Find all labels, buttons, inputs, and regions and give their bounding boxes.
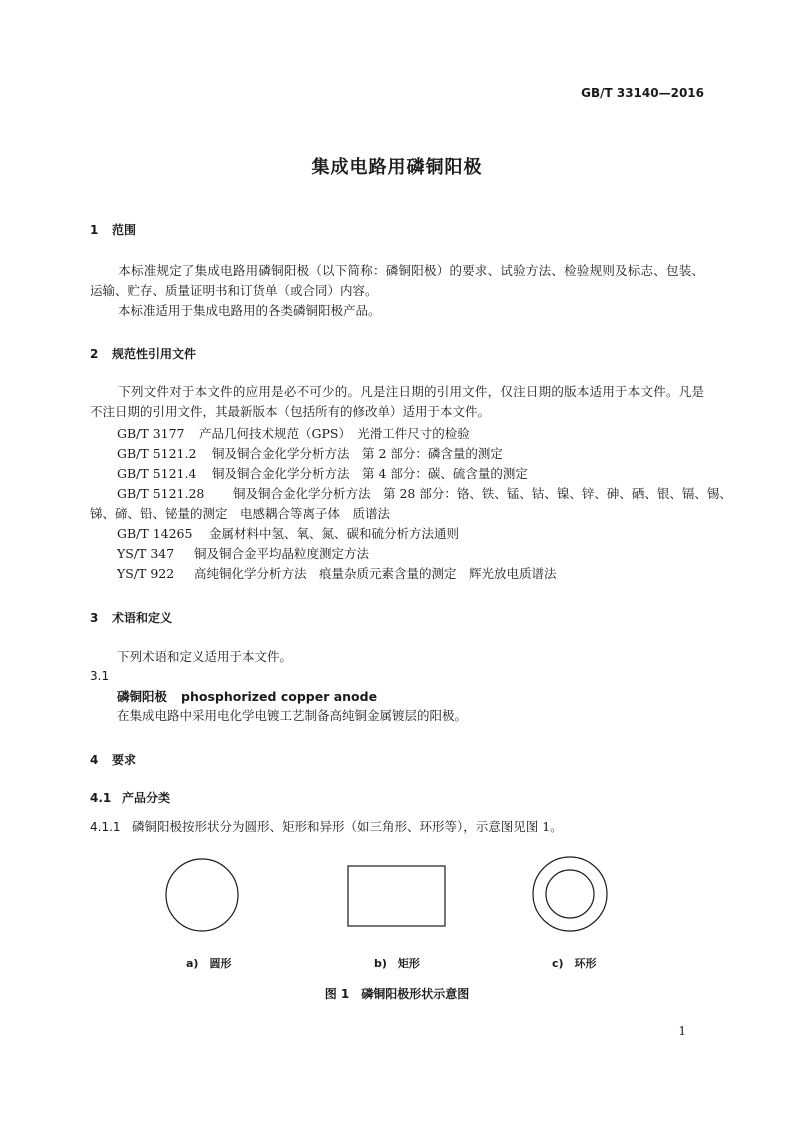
section-title: 术语和定义 [112, 611, 173, 625]
reference-code: GB/T 5121.2 [117, 446, 197, 461]
figure-sub-label-a: a) 圆形 [186, 957, 232, 970]
reference-title: 高纯铜化学分析方法 痕量杂质元素含量的测定 辉光放电质谱法 [194, 566, 557, 581]
section-1-paragraph-2: 本标准适用于集成电路用的各类磷铜阳极产品。 [118, 303, 381, 318]
section-1-paragraph-1: 本标准规定了集成电路用磷铜阳极（以下简称：磷铜阳极）的要求、试验方法、检验规则及标志、包装、运输、贮存、质量证明书和订货单（或合同）内容。 [90, 263, 704, 298]
figure-sub-label-c: c) 环形 [552, 957, 597, 970]
section-2-intro: 下列文件对于本文件的应用是必不可少的。凡是注日期的引用文件，仅注日期的版本适用于本文件。凡是不注日期的引用文件，其最新版本（包括所有的修改单）适用于本文件。 [90, 384, 704, 419]
section-title: 范围 [112, 223, 137, 237]
clause-4-1-1 [90, 817, 563, 837]
ring-shape [530, 854, 610, 934]
term-english: phosphorized copper anode [181, 689, 378, 704]
reference-code: GB/T 5121.4 [117, 466, 197, 481]
subsection-number: 4.1 [90, 791, 112, 805]
section-title: 规范性引用文件 [112, 347, 197, 361]
section-3-heading [90, 609, 172, 626]
section-number: 3 [90, 611, 99, 625]
section-number: 1 [90, 223, 99, 237]
reference-item [117, 464, 528, 482]
reference-item [117, 564, 557, 582]
reference-item [117, 444, 503, 462]
reference-item [117, 524, 459, 542]
clause-number: 4.1.1 [90, 820, 121, 834]
reference-item [117, 544, 369, 562]
figure-caption: 图 1 磷铜阳极形状示意图 [324, 987, 470, 1001]
reference-title: 铜及铜合金化学分析方法 第 2 部分：磷含量的测定 [212, 446, 503, 461]
term-entry [117, 686, 377, 705]
term-definition: 在集成电路中采用电化学电镀工艺制备高纯铜金属镀层的阳极。 [117, 708, 468, 723]
standard-code: GB/T 33140—2016 [581, 86, 704, 100]
section-number: 4 [90, 753, 99, 767]
figure-sub-label-b: b) 矩形 [374, 957, 420, 970]
term-chinese: 磷铜阳极 [117, 689, 168, 704]
section-title: 要求 [112, 753, 137, 767]
section-1-heading [90, 221, 136, 238]
reference-title: 铜及铜合金化学分析方法 第 4 部分：碳、硫含量的测定 [212, 466, 528, 481]
reference-item [117, 424, 470, 442]
reference-title: 金属材料中氢、氧、氮、碳和硫分析方法通则 [209, 526, 460, 541]
reference-title: 铜及铜合金化学分析方法 第 28 部分：铬、铁、锰、钴、镍、锌、砷、硒、银、镉、锡、 [233, 486, 732, 501]
clause-text: 磷铜阳极按形状分为圆形、矩形和异形（如三角形、环形等），示意图见图 1。 [132, 819, 563, 834]
subsection-title: 产品分类 [122, 791, 171, 805]
reference-item-continuation: 锑、碲、铅、铋量的测定 电感耦合等离子体 质谱法 [90, 506, 391, 521]
reference-title: 产品几何技术规范（GPS） 光滑工件尺寸的检验 [199, 426, 470, 441]
page-number: 1 [678, 1024, 686, 1038]
section-3-intro: 下列术语和定义适用于本文件。 [117, 649, 293, 664]
reference-code: YS/T 347 [117, 546, 175, 561]
reference-item [117, 484, 732, 502]
reference-code: GB/T 3177 [117, 426, 185, 441]
section-number: 2 [90, 347, 99, 361]
circle-shape [164, 857, 240, 933]
rectangle-shape [347, 865, 447, 927]
term-number: 3.1 [90, 669, 110, 683]
reference-code: GB/T 14265 [117, 526, 193, 541]
reference-code: GB/T 5121.28 [117, 486, 205, 501]
subsection-4-1-heading [90, 789, 170, 806]
section-4-heading [90, 751, 136, 768]
reference-code: YS/T 922 [117, 566, 175, 581]
section-2-heading [90, 345, 196, 362]
reference-title: 铜及铜合金平均晶粒度测定方法 [194, 546, 370, 561]
document-title: 集成电路用磷铜阳极 [311, 157, 483, 178]
